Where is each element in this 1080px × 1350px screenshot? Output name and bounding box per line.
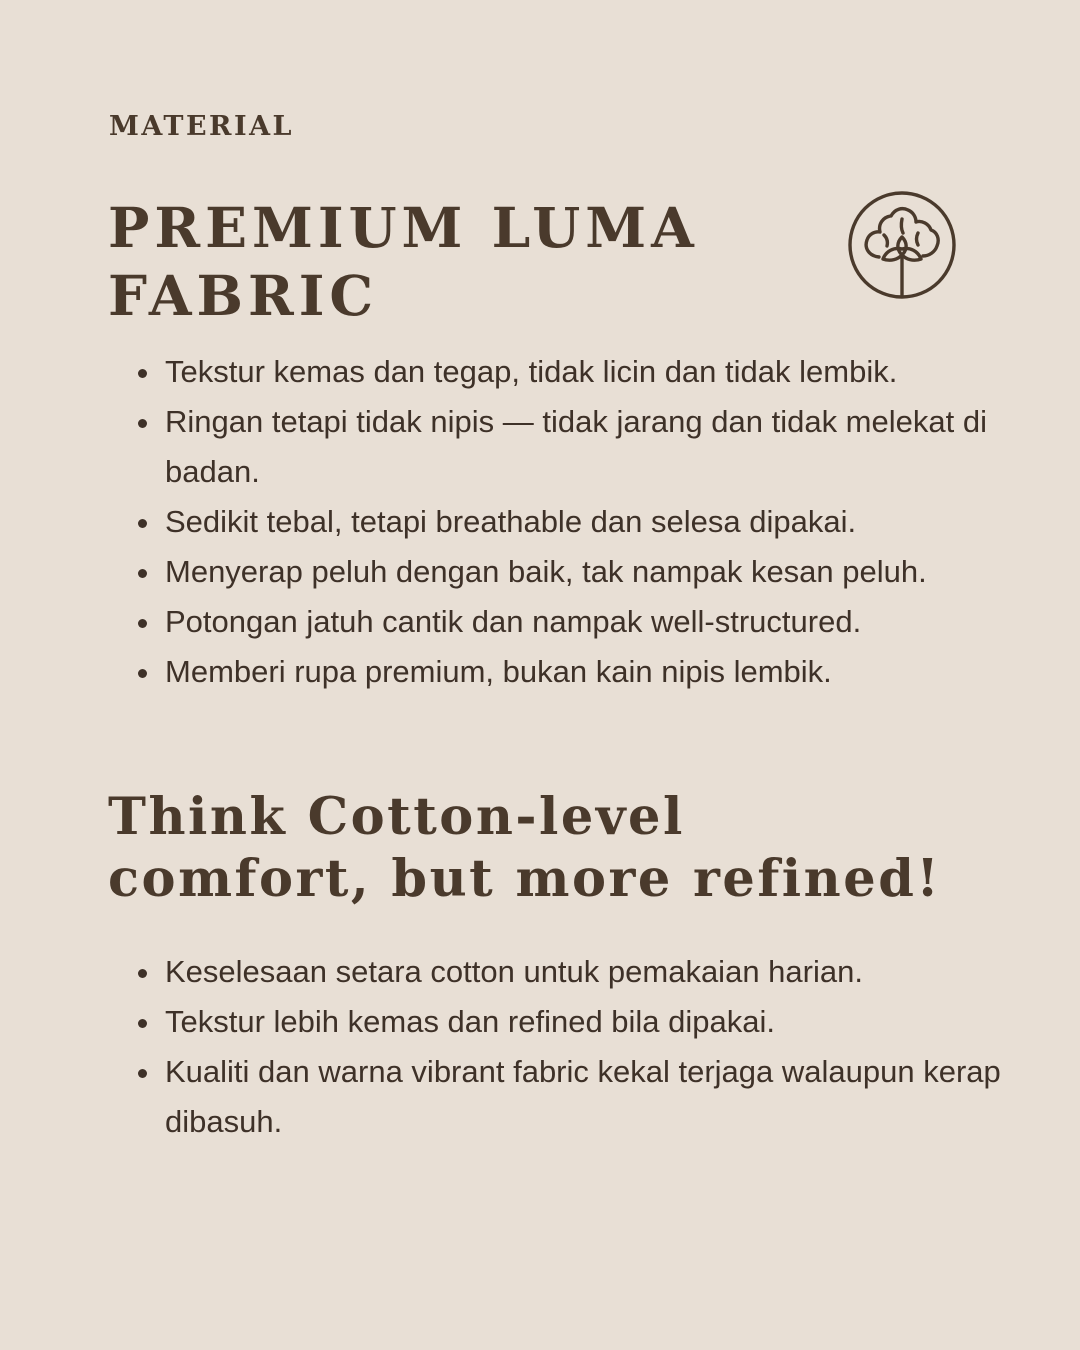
- subtitle-line-1: Think Cotton-level: [108, 787, 685, 847]
- cotton-flower-icon: [846, 189, 958, 301]
- section-subtitle: [108, 786, 1008, 910]
- list-item: Ringan tetapi tidak nipis — tidak jarang dan tidak melekat di badan.: [130, 397, 1010, 497]
- benefit-list: [130, 947, 1010, 1147]
- list-item: Menyerap peluh dengan baik, tak nampak kesan peluh.: [130, 547, 1010, 597]
- list-item: Tekstur kemas dan tegap, tidak licin dan tidak lembik.: [130, 347, 1010, 397]
- page-title: [108, 194, 748, 330]
- subtitle-line-2: comfort, but more refined!: [108, 849, 942, 909]
- list-item: Kualiti dan warna vibrant fabric kekal terjaga walaupun kerap dibasuh.: [130, 1047, 1010, 1147]
- title-line-2: FABRIC: [108, 263, 379, 328]
- list-item: Keselesaan setara cotton untuk pemakaian harian.: [130, 947, 1010, 997]
- list-item: Memberi rupa premium, bukan kain nipis lembik.: [130, 647, 1010, 697]
- section-eyebrow: MATERIAL: [109, 111, 295, 142]
- list-item: Tekstur lebih kemas dan refined bila dipakai.: [130, 997, 1010, 1047]
- list-item: Sedikit tebal, tetapi breathable dan selesa dipakai.: [130, 497, 1010, 547]
- title-line-1: PREMIUM LUMA: [108, 195, 699, 260]
- feature-list: [130, 347, 1010, 697]
- list-item: Potongan jatuh cantik dan nampak well-structured.: [130, 597, 1010, 647]
